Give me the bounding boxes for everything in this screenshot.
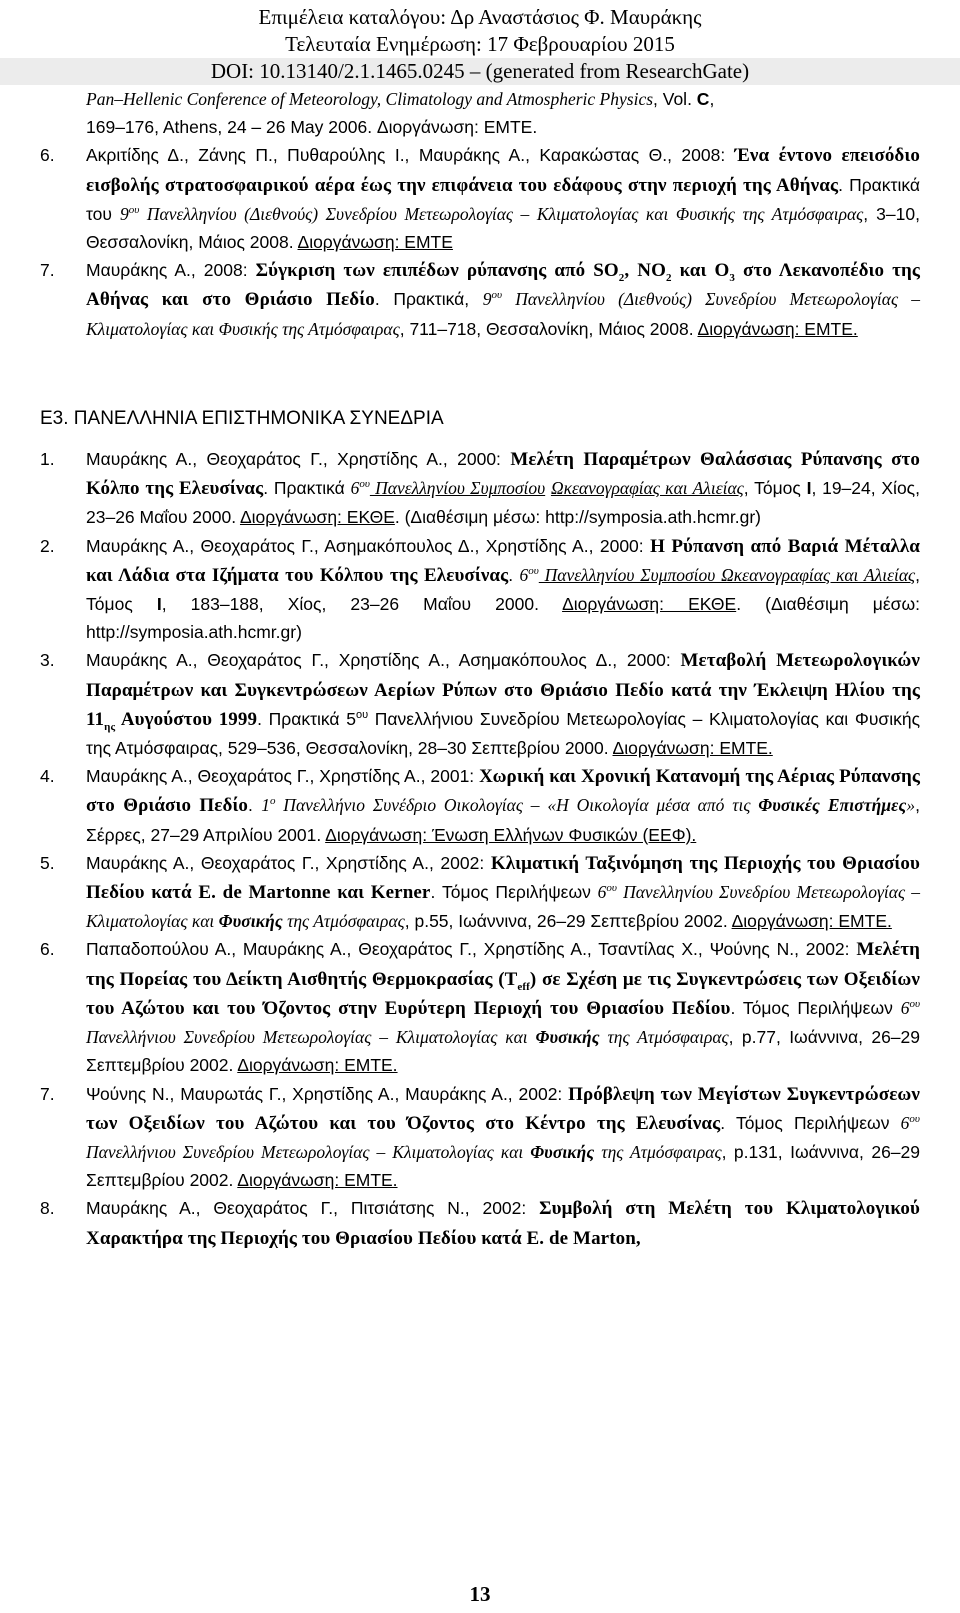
entry-organizer: Διοργάνωση: ΕΜΤΕ. <box>731 911 892 932</box>
header-update-line: Τελευταία Ενημέρωση: 17 Φεβρουαρίου 2015 <box>285 32 675 56</box>
entry-authors: Ακριτίδης Δ., Ζάνης Π., Πυθαρούλης Ι., Μαυράκης Α., Καρακώστας Θ., 2008: <box>86 145 735 166</box>
entry-number: 7. <box>40 1083 55 1104</box>
entry-organizer: Διοργάνωση: ΕΜΤΕ <box>297 232 453 253</box>
entry-number: 5. <box>40 852 55 873</box>
entry-title: Χωρική και Χρονική Κατανομή της Αέριας Ρύπανσης στο Θριάσιο Πεδίο <box>86 766 920 817</box>
entry-authors: Μαυράκης Α., Θεοχαράτος Γ., Ασημακόπουλος Δ., Χρηστίδης Α., 2000: <box>86 535 651 556</box>
entry-organizer: Διοργάνωση: ΕΚΘΕ <box>562 594 737 615</box>
entry-authors: Παπαδοπούλου Α., Μαυράκης Α., Θεοχαράτος Γ., Χρηστίδης Α., Τσαντίλας Χ., Ψούνης Ν., 2002: <box>86 939 857 960</box>
entry-number: 3. <box>40 650 55 671</box>
entry-title: Η Ρύπανση από Βαριά Μέταλλα και Λάδια στα Ιζήματα του Κόλπου της Ελευσίνας <box>86 535 920 586</box>
entry-conference: Πανελλήνιου Συνεδρίου Μετεωρολογίας – Κλιματολογίας και <box>86 1027 536 1048</box>
entry-availability: . (Διαθέσιμη μέσω: http://symposia.ath.hcmr.gr) <box>86 594 920 643</box>
list-item: 1. Μαυράκης Α., Θεοχαράτος Γ., Χρηστίδης Α., 2000: Μελέτη Παραμέτρων Θαλάσσιας Ρύπανσης στο Κόλπο της Ελευσίνας. Πρακτικά $6^{o\upsilon}$ Πανελληνίου Συμποσίου Ωκεανογραφίας και Αλιείας, Τόμος Ι, 19–24, Χίος, 23–26 Μαΐου 2000. Διοργάνωση: ΕΚΘΕ. (Διαθέσιμη μέσω: http://symposia.ath.hcmr.gr) <box>40 445 920 532</box>
entry-organizer: Διοργάνωση: Ένωση Ελλήνων Φυσικών (ΕΕΦ). <box>325 824 697 845</box>
list-item: 3. Μαυράκης Α., Θεοχαράτος Γ., Χρηστίδης Α., Ασημακόπουλος Δ., 2000: Μεταβολή Μετεωρολογικών Παραμέτρων και Συγκεντρώσεων Αερίων Ρύπων στο Θριάσιο Πεδίο κατά την Έκλειψη Ηλίου της $11_{\eta\varsigma}$ Αυγούστου 1999. Πρακτικά $5^{o\upsilon}$ Πανελλήνιου Συνεδρίου Μετεωρολογίας – Κλιματολογίας και Φυσικής της Ατμόσφαιρας, 529–536, Θεσσαλονίκη, 28–30 Σεπτεβρίου 2000. Διοργάνωση: ΕΜΤΕ. <box>40 646 920 762</box>
list-item: 2. Μαυράκης Α., Θεοχαράτος Γ., Ασημακόπουλος Δ., Χρηστίδης Α., 2000: Η Ρύπανση από Βαριά Μέταλλα και Λάδια στα Ιζήματα του Κόλπου της Ελευσίνας. $6^{o\upsilon}$ Πανελληνίου Συμποσίου Ωκεανογραφίας και Αλιείας, Τόμος Ι, 183–188, Χίος, 23–26 Μαΐου 2000. Διοργάνωση: ΕΚΘΕ. (Διαθέσιμη μέσω: http://symposia.ath.hcmr.gr) <box>40 532 920 647</box>
list-item: 5. Μαυράκης Α., Θεοχαράτος Γ., Χρηστίδης Α., 2002: Κλιματική Ταξινόμηση της Περιοχής του Θριασίου Πεδίου κατά E. de Martonne και Kerner. Τόμος Περιλήψεων $6^{o\upsilon}$ Πανελληνίου Συνεδρίου Μετεωρολογίας – Κλιματολογίας και Φυσικής της Ατμόσφαιρας, p.55, Ιωάννινα, 26–29 Σεπτεβρίου 2002. Διοργάνωση: ΕΜΤΕ. <box>40 849 920 936</box>
entry-title: Μεταβολή Μετεωρολογικών Παραμέτρων και Συγκεντρώσεων Αερίων Ρύπων στο Θριάσιο Πεδίο κατά την Έκλειψη Ηλίου της $11_{\eta\varsigma}$ Αυγούστου 1999 <box>86 650 920 733</box>
list-item: 7. Ψούνης Ν., Μαυρωτάς Γ., Χρηστίδης Α., Μαυράκης Α., 2002: Πρόβλεψη των Μεγίστων Συγκεντρώσεων των Οξειδίων του Αζώτου και του Όζοντος στο Κέντρο της Ελευσίνας. Τόμος Περιλήψεων $6^{o\upsilon}$ Πανελλήνιου Συνεδρίου Μετεωρολογίας – Κλιματολογίας και Φυσικής της Ατμόσφαιρας, p.131, Ιωάννινα, 26–29 Σεπτεμβρίου 2002. Διοργάνωση: ΕΜΤΕ. <box>40 1080 920 1195</box>
entry-title: Μελέτη της Πορείας του Δείκτη Αισθητής Θερμοκρασίας $(T_{eff})$ σε Σχέση με τις Συγκεντρώσεις των Οξειδίων του Αζώτου και του Όζοντος στην Ευρύτερη Περιοχή του Θριασίου Πεδίου <box>86 939 920 1019</box>
entry-title: Πρόβλεψη των Μεγίστων Συγκεντρώσεων των Οξειδίων του Αζώτου και του Όζοντος στο Κέντρο της Ελευσίνας <box>86 1083 920 1134</box>
entry-authors: Μαυράκης Α., Θεοχαράτος Γ., Χρηστίδης Α., 2001: <box>86 766 480 787</box>
entry-number: 6. <box>40 939 55 960</box>
document-body <box>40 85 920 1253</box>
entry-conference: Πανελληνίου (Διεθνούς) Συνεδρίου Μετεωρολογίας – Κλιματολογίας και Φυσικής της Ατμόσφαιρας <box>86 289 920 339</box>
entry-conference: Πανελληνίου Συμποσίου <box>369 478 546 499</box>
entry-authors: Μαυράκης Α., 2008: <box>86 260 256 281</box>
page-number: 13 <box>469 1582 491 1606</box>
entry-authors: Ψούνης Ν., Μαυρωτάς Γ., Χρηστίδης Α., Μαυράκης Α., 2002: <box>86 1083 569 1104</box>
entry-organizer: Διοργάνωση: ΕΜΤΕ. <box>237 1055 398 1076</box>
entry-number: 4. <box>40 766 55 787</box>
list-item: 6. Ακριτίδης Δ., Ζάνης Π., Πυθαρούλης Ι., Μαυράκης Α., Καρακώστας Θ., 2008: Ένα έντονο επεισόδιο εισβολής στρατοσφαιρικού αέρα έως την επιφάνεια του εδάφους στην περιοχή της Αθήνας. Πρακτικά του $9^{o\upsilon}$ Πανελληνίου (Διεθνούς) Συνεδρίου Μετεωρολογίας – Κλιματολογίας και Φυσικής της Ατμόσφαιρας, 3–10, Θεσσαλονίκη, Μάιος 2008. Διοργάνωση: ΕΜΤΕ <box>40 141 920 256</box>
header-editor-line: Επιμέλεια καταλόγου: Δρ Αναστάσιος Φ. Μαυράκης <box>258 5 702 29</box>
section-heading: Ε3. ΠΑΝΕΛΛΗΝΙΑ ΕΠΙΣΤΗΜΟΝΙΚΑ ΣΥΝΕΔΡΙΑ <box>40 407 444 429</box>
previous-entry-tail: Pan–Hellenic Conference of Meteorology, Climatology and Atmospheric Physics, Vol. C, 169–176, Athens, 24 – 26 May 2006. Διοργάνωση: ΕΜΤΕ. <box>86 89 715 138</box>
entry-conference: Πανελλήνιου Συνεδρίου Μετεωρολογίας – Κλιματολογίας και Φυσικής της Ατμόσφαιρας, 529–536, Θεσσαλονίκη, 28–30 Σεπτεβρίου 2000. <box>86 708 921 759</box>
entry-number: 8. <box>40 1198 55 1219</box>
entry-availability: . (Διαθέσιμη μέσω: http://symposia.ath.hcmr.gr) <box>394 507 762 528</box>
entry-title: Κλιματική Ταξινόμηση της Περιοχής του Θριασίου Πεδίου κατά E. de Martonne και Kerner <box>86 852 920 904</box>
list-item: 7. Μαυράκης Α., 2008: Σύγκριση των επιπέδων ρύπανσης από $SO_2$, $NO_2$ και $O_3$ στο Λεκανοπέδιο της Αθήνας και στο Θριάσιο Πεδίο. Πρακτικά, $9^{o\upsilon}$ Πανελληνίου (Διεθνούς) Συνεδρίου Μετεωρολογίας – Κλιματολογίας και Φυσικής της Ατμόσφαιρας, 711–718, Θεσσαλονίκη, Μάιος 2008. Διοργάνωση: ΕΜΤΕ. <box>40 256 920 343</box>
entry-authors: Μαυράκης Α., Θεοχαράτος Γ., Χρηστίδης Α., Ασημακόπουλος Δ., 2000: <box>86 650 681 671</box>
entry-conference: Πανελλήνιο Συνέδριο Οικολογίας – «Η Οικολογία μέσα από τις <box>275 795 759 816</box>
entry-conference: Πανελληνίου Συνεδρίου Μετεωρολογίας – Κλιματολογίας και <box>86 882 921 932</box>
entry-title: Ένα έντονο επεισόδιο εισβολής στρατοσφαιρικού αέρα έως την επιφάνεια του εδάφους στην περιοχή της Αθήνας <box>86 145 920 196</box>
entry-number: 1. <box>40 449 55 470</box>
entry-conference: Πανελληνίου (Διεθνούς) Συνεδρίου Μετεωρολογίας – Κλιματολογίας και Φυσικής της Ατμόσφαιρας <box>139 203 864 224</box>
entry-organizer: Διοργάνωση: ΕΜΤΕ. <box>697 318 858 339</box>
entry-authors: Μαυράκης Α., Θεοχαράτος Γ., Χρηστίδης Α., 2000: <box>86 449 511 470</box>
entry-number: 6. <box>40 145 55 166</box>
entry-title: Σύγκριση των επιπέδων ρύπανσης από $SO_2$, $NO_2$ και $O_3$ στο Λεκανοπέδιο της Αθήνας και στο Θριάσιο Πεδίο <box>86 260 921 311</box>
page-header <box>0 4 960 85</box>
header-doi-line: DOI: 10.13140/2.1.1465.0245 – (generated from ResearchGate) <box>0 58 960 85</box>
entry-authors: Μαυράκης Α., Θεοχαράτος Γ., Χρηστίδης Α., 2002: <box>86 852 491 873</box>
entry-conference: Πανελλήνιου Συνεδρίου Μετεωρολογίας – Κλιματολογίας και <box>86 1141 531 1162</box>
entry-conference: Πανελληνίου Συμποσίου Ωκεανογραφίας και Αλιείας <box>538 564 916 585</box>
entry-title: Συμβολή στη Μελέτη του Κλιματολογικού Χαρακτήρα της Περιοχής του Θριασίου Πεδίου κατά E. de Marton, <box>86 1198 920 1249</box>
list-item <box>40 1194 920 1252</box>
entry-title: Μελέτη Παραμέτρων Θαλάσσιας Ρύπανσης στο Κόλπο της Ελευσίνας <box>86 449 920 500</box>
entry-organizer: Διοργάνωση: ΕΜΤΕ. <box>237 1170 398 1191</box>
entry-organizer: Διοργάνωση: ΕΜΤΕ. <box>612 738 773 759</box>
entry-number: 7. <box>40 260 55 281</box>
entry-number: 2. <box>40 535 55 556</box>
list-item: 4. Μαυράκης Α., Θεοχαράτος Γ., Χρηστίδης Α., 2001: Χωρική και Χρονική Κατανομή της Αέριας Ρύπανσης στο Θριάσιο Πεδίο. $1^o$ Πανελλήνιο Συνέδριο Οικολογίας – «Η Οικολογία μέσα από τις Φυσικές Επιστήμες», Σέρρες, 27–29 Απριλίου 2001. Διοργάνωση: Ένωση Ελλήνων Φυσικών (ΕΕΦ). <box>40 762 920 849</box>
entry-authors: Μαυράκης Α., Θεοχαράτος Γ., Πιτσιάτσης Ν., 2002: <box>86 1198 540 1219</box>
conference-name: Pan–Hellenic Conference of Meteorology, Climatology and Atmospheric Physics <box>86 89 654 109</box>
list-item: 6. Παπαδοπούλου Α., Μαυράκης Α., Θεοχαράτος Γ., Χρηστίδης Α., Τσαντίλας Χ., Ψούνης Ν., 2002: Μελέτη της Πορείας του Δείκτη Αισθητής Θερμοκρασίας $(T_{eff})$ σε Σχέση με τις Συγκεντρώσεις των Οξειδίων του Αζώτου και του Όζοντος στην Ευρύτερη Περιοχή του Θριασίου Πεδίου. Τόμος Περιλήψεων $6^{o\upsilon}$ Πανελλήνιου Συνεδρίου Μετεωρολογίας – Κλιματολογίας και Φυσικής της Ατμόσφαιρας, p.77, Ιωάννινα, 26–29 Σεπτεμβρίου 2002. Διοργάνωση: ΕΜΤΕ. <box>40 935 920 1079</box>
entry-organizer: Διοργάνωση: ΕΚΘΕ <box>239 507 395 528</box>
